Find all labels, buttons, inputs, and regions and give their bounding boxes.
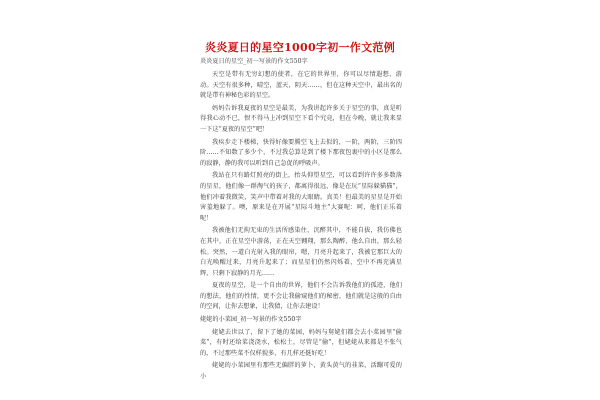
paragraph: 姥姥去世以了，留下了她的菜园，妈妈与舅姥们都会去小菜园里“偷菜”，有时还给菜浇浇水，松松土，尽管是“偷”，但姥姥从来都是不张气的，不过那些菜不仅样貌多，有几样还挺好吃！ xyxy=(200,328,402,357)
paragraph: 天空是带有无穷幻想的使者，在它的世界里，你可以尽情遐想，游动。天空有很多种，晴空，蓝天，阴天……，但在这种天空中，最出名的就是带有神秘色彩的星空。 xyxy=(200,71,402,100)
document-subtitle-2: 姥姥的小菜园_初一写景的作文550字 xyxy=(200,316,302,324)
paragraph: 夏夜的星空，是一个自由的世界，他们不会告诉我他们的孤迹，他们的想法，他们的性情，更不会让我偷窥他们的秘密，他们就是这般的自由的空间，让你去想象，让我猜，让你去建设！ xyxy=(200,282,402,311)
paragraph: 我站在只有路灯照亮的街上，抬头仰望星空，可以看到许许多多数落的星星，他们像一群淘气的孩子，都离得很远，像是在玩“星际躲猫猫”，他们冲着我微笑，笑声中带着对我的大眼睛。真美！但最美的星星是开始害羞地躲了。噢，原来是在开展“星际斗地主”大赛呢：呵，他们正乐着呢！ xyxy=(200,172,402,222)
paragraph: 妈妈告诉我夏夜的星空是最美，为我讲起许多关于星空的事，真是听得我心动不已，恨不得马上冲到星空下看个究竟，但在今晚，就让我来显一下这“夏夜的星空”吧！ xyxy=(200,104,402,133)
document-body xyxy=(200,70,402,385)
paragraph: 我疾步走下楼梯，快得好像要腾空飞上去似的，一阶，两阶，三阶四阶……不知数了多少个，不过我总算是到了楼下那夜包裹中的小区是那么的寂静，静的我可以听到自己急促的呼吸声。 xyxy=(200,138,402,167)
document-title: 炎炎夏日的星空1000字初一作文范例 xyxy=(204,41,395,54)
paragraph: 我被他们无拘无束的生活所感染住，沉醉其中，不能自拔，我仿佛也在其中，正在星空中游荡，正在天空翱翔，那么陶醉，他么自由，那么轻松。突然，一道白光射入我的眼帘，嗯，月亮升起来了，我被它那巨大的白光唤醒过来，月亮升起来了；而星星们仍然闪烁着，空中不再充满星辉，只剩下寂静的月光…… xyxy=(200,227,402,277)
paragraph: 姥姥的小菜园里有那些无偏胖的萝卜，黄头黄气的韭菜，活蹦可爱的小 xyxy=(200,362,402,381)
document-subtitle: 炎炎夏日的星空_初一写景的作文550字 xyxy=(200,58,308,65)
